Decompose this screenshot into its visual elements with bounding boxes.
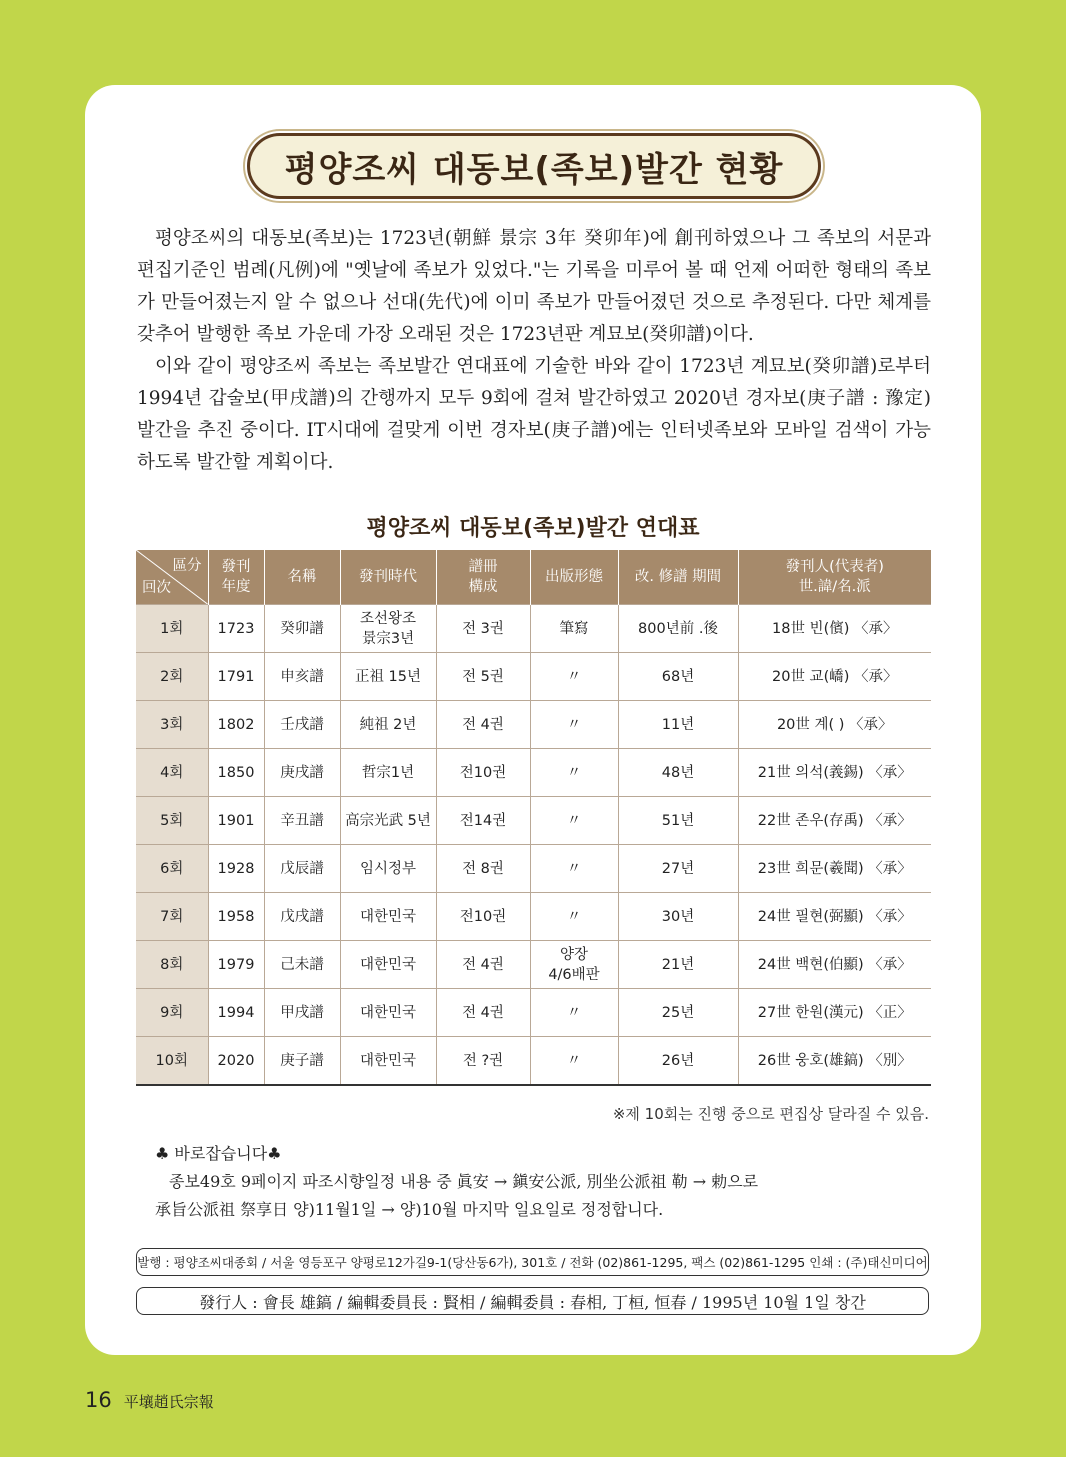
table-header-row bbox=[136, 550, 931, 605]
cell-publisher: 26世 웅호(雄鎬) 〈別〉 bbox=[738, 1037, 931, 1086]
cell-no: 1회 bbox=[136, 605, 208, 653]
cell-composition: 전 4권 bbox=[436, 701, 530, 749]
table-row bbox=[136, 989, 931, 1037]
cell-year: 1901 bbox=[208, 797, 264, 845]
publisher-info-box bbox=[136, 1248, 929, 1276]
cell-publisher: 22世 존우(存禹) 〈承〉 bbox=[738, 797, 931, 845]
header-publisher: 發刊人(代表者) 世.諱/名.派 bbox=[738, 550, 931, 605]
cell-name: 壬戌譜 bbox=[264, 701, 340, 749]
cell-no: 9회 bbox=[136, 989, 208, 1037]
cell-era: 조선왕조 景宗3년 bbox=[340, 605, 436, 653]
table-title: 평양조씨 대동보(족보)발간 연대표 bbox=[366, 516, 700, 541]
cell-no: 4회 bbox=[136, 749, 208, 797]
table-row bbox=[136, 845, 931, 893]
cell-no: 2회 bbox=[136, 653, 208, 701]
cell-no: 5회 bbox=[136, 797, 208, 845]
cell-year: 1979 bbox=[208, 941, 264, 989]
corner-top-label: 區分 bbox=[172, 558, 202, 574]
cell-era: 純祖 2년 bbox=[340, 701, 436, 749]
cell-form: 〃 bbox=[530, 797, 618, 845]
page-footer bbox=[85, 1388, 214, 1412]
header-form: 出版形態 bbox=[530, 550, 618, 605]
cell-composition: 전14권 bbox=[436, 797, 530, 845]
cell-era: 哲宗1년 bbox=[340, 749, 436, 797]
cell-name: 癸卯譜 bbox=[264, 605, 340, 653]
cell-year: 1958 bbox=[208, 893, 264, 941]
table-row bbox=[136, 653, 931, 701]
page-title-box bbox=[247, 133, 821, 199]
cell-period: 27년 bbox=[618, 845, 738, 893]
cell-composition: 전 5권 bbox=[436, 653, 530, 701]
cell-publisher: 21世 의석(義錫) 〈承〉 bbox=[738, 749, 931, 797]
cell-form: 〃 bbox=[530, 845, 618, 893]
table-row bbox=[136, 797, 931, 845]
cell-publisher: 24世 백현(伯顯) 〈承〉 bbox=[738, 941, 931, 989]
cell-year: 1850 bbox=[208, 749, 264, 797]
cell-era: 임시정부 bbox=[340, 845, 436, 893]
cell-no: 8회 bbox=[136, 941, 208, 989]
cell-form: 〃 bbox=[530, 1037, 618, 1086]
cell-period: 51년 bbox=[618, 797, 738, 845]
cell-composition: 전10권 bbox=[436, 749, 530, 797]
cell-name: 己未譜 bbox=[264, 941, 340, 989]
correction-line-1: 종보49호 9페이지 파조시향일정 내용 중 眞安 → 鎭安公派, 別坐公派祖 勒 → 勅으로 bbox=[169, 1172, 759, 1191]
table-row bbox=[136, 941, 931, 989]
table-row bbox=[136, 1037, 931, 1086]
page-title: 평양조씨 대동보(족보)발간 현황 bbox=[284, 149, 784, 190]
cell-composition: 전 4권 bbox=[436, 941, 530, 989]
cell-composition: 전 8권 bbox=[436, 845, 530, 893]
cell-form: 〃 bbox=[530, 989, 618, 1037]
cell-era: 正祖 15년 bbox=[340, 653, 436, 701]
header-era: 發刊時代 bbox=[340, 550, 436, 605]
cell-composition: 전 ?권 bbox=[436, 1037, 530, 1086]
cell-composition: 전 3권 bbox=[436, 605, 530, 653]
cell-form: 〃 bbox=[530, 749, 618, 797]
cell-composition: 전 4권 bbox=[436, 989, 530, 1037]
cell-name: 戊戌譜 bbox=[264, 893, 340, 941]
cell-period: 25년 bbox=[618, 989, 738, 1037]
cell-era: 高宗光武 5년 bbox=[340, 797, 436, 845]
header-composition: 譜冊 構成 bbox=[436, 550, 530, 605]
cell-period: 48년 bbox=[618, 749, 738, 797]
cell-form: 〃 bbox=[530, 893, 618, 941]
cell-era: 대한민국 bbox=[340, 989, 436, 1037]
cell-form: 〃 bbox=[530, 653, 618, 701]
cell-publisher: 23世 희문(羲聞) 〈承〉 bbox=[738, 845, 931, 893]
publication-name: 平壤趙氏宗報 bbox=[123, 1393, 214, 1411]
cell-period: 21년 bbox=[618, 941, 738, 989]
corner-header bbox=[136, 550, 208, 605]
cell-form: 筆寫 bbox=[530, 605, 618, 653]
cell-no: 7회 bbox=[136, 893, 208, 941]
corner-bottom-label: 回次 bbox=[142, 580, 171, 596]
cell-publisher: 24世 필현(弼顯) 〈承〉 bbox=[738, 893, 931, 941]
intro-paragraph-1: 평양조씨의 대동보(족보)는 1723년(朝鮮 景宗 3年 癸卯年)에 創刊하였으나 그 족보의 서문과 편집기준인 범례(凡例)에 "옛날에 족보가 있었다."는 기록을 미루어 볼 때 언제 어떠한 형태의 족보가 만들어졌는지 알 수 없으나 선대(先代)에 이미 족보가 만들어졌던 것으로 추정된다. 다만 체계를 갖추어 발행한 족보 가운데 가장 오래된 것은 1723년판 계묘보(癸卯譜)이다. bbox=[137, 228, 931, 345]
cell-publisher: 27世 한원(漢元) 〈正〉 bbox=[738, 989, 931, 1037]
cell-publisher: 20世 계( ) 〈承〉 bbox=[738, 701, 931, 749]
cell-no: 3회 bbox=[136, 701, 208, 749]
cell-publisher: 18世 빈(儐) 〈承〉 bbox=[738, 605, 931, 653]
header-period: 改. 修譜 期間 bbox=[618, 550, 738, 605]
cell-year: 1928 bbox=[208, 845, 264, 893]
header-year: 發刊 年度 bbox=[208, 550, 264, 605]
page-number: 16 bbox=[85, 1388, 112, 1412]
cell-era: 대한민국 bbox=[340, 1037, 436, 1086]
cell-year: 1994 bbox=[208, 989, 264, 1037]
cell-year: 2020 bbox=[208, 1037, 264, 1086]
editorial-info: 發行人 : 會長 雄鎬 / 編輯委員長 : 賢相 / 編輯委員 : 春相, 丁桓, 恒春 / 1995년 10월 1일 창간 bbox=[199, 1292, 866, 1312]
intro-text bbox=[137, 223, 931, 479]
cell-name: 甲戌譜 bbox=[264, 989, 340, 1037]
cell-period: 11년 bbox=[618, 701, 738, 749]
cell-form: 〃 bbox=[530, 701, 618, 749]
cell-no: 6회 bbox=[136, 845, 208, 893]
cell-era: 대한민국 bbox=[340, 893, 436, 941]
cell-period: 800년前 .後 bbox=[618, 605, 738, 653]
table-row bbox=[136, 701, 931, 749]
cell-era: 대한민국 bbox=[340, 941, 436, 989]
content-card bbox=[85, 85, 981, 1355]
table-note: ※제 10회는 진행 중으로 편집상 달라질 수 있음. bbox=[612, 1105, 929, 1123]
header-name: 名稱 bbox=[264, 550, 340, 605]
cell-year: 1791 bbox=[208, 653, 264, 701]
intro-paragraph-2: 이와 같이 평양조씨 족보는 족보발간 연대표에 기술한 바와 같이 1723년 계묘보(癸卯譜)로부터 1994년 갑술보(甲戌譜)의 간행까지 모두 9회에 걸쳐 발간하였고 2020년 경자보(庚子譜 : 豫定) 발간을 추진 중이다. IT시대에 걸맞게 이번 경자보(庚子譜)에는 인터넷족보와 모바일 검색이 가능하도록 발간할 계획이다. bbox=[137, 356, 931, 473]
cell-no: 10회 bbox=[136, 1037, 208, 1086]
table-row bbox=[136, 893, 931, 941]
cell-name: 辛丑譜 bbox=[264, 797, 340, 845]
cell-name: 庚子譜 bbox=[264, 1037, 340, 1086]
cell-name: 申亥譜 bbox=[264, 653, 340, 701]
correction-notice bbox=[155, 1140, 758, 1224]
cell-period: 30년 bbox=[618, 893, 738, 941]
cell-form: 양장 4/6배판 bbox=[530, 941, 618, 989]
publisher-info: 발행 : 평양조씨대종회 / 서울 영등포구 양평로12가길9-1(당산동6가), 301호 / 전화 (02)861-1295, 팩스 (02)861-1295 인쇄 : (주)태신미디어 bbox=[137, 1255, 928, 1270]
correction-heading: ♣ 바로잡습니다♣ bbox=[155, 1144, 282, 1163]
cell-composition: 전10권 bbox=[436, 893, 530, 941]
history-table bbox=[136, 550, 931, 1086]
cell-year: 1802 bbox=[208, 701, 264, 749]
editorial-info-box bbox=[136, 1287, 929, 1315]
correction-line-2: 承旨公派祖 祭享日 양)11월1일 → 양)10월 마지막 일요일로 정정합니다. bbox=[155, 1200, 664, 1219]
table-row bbox=[136, 605, 931, 653]
cell-publisher: 20世 교(嶠) 〈承〉 bbox=[738, 653, 931, 701]
table-row bbox=[136, 749, 931, 797]
cell-period: 68년 bbox=[618, 653, 738, 701]
cell-name: 庚戌譜 bbox=[264, 749, 340, 797]
cell-name: 戊辰譜 bbox=[264, 845, 340, 893]
cell-period: 26년 bbox=[618, 1037, 738, 1086]
cell-year: 1723 bbox=[208, 605, 264, 653]
